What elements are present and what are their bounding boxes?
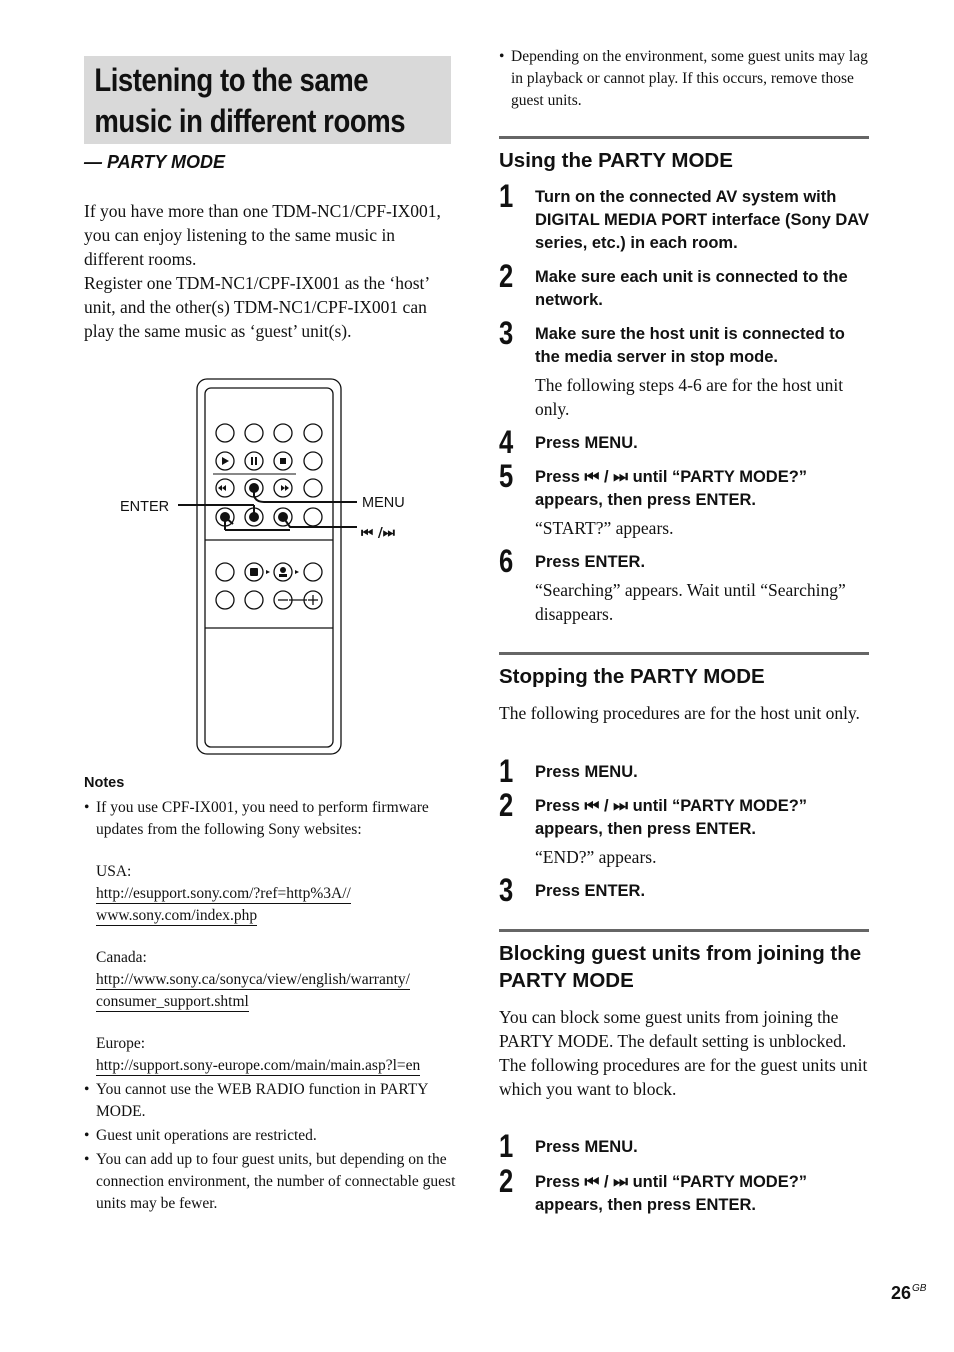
step-text: Press ⏮ / ⏭ until “PARTY MODE?” appears, then press ENTER.	[535, 468, 808, 509]
usa-label: USA:	[96, 863, 132, 880]
step-subtext: The following steps 4-6 are for the host unit only.	[535, 375, 844, 419]
canada-link-2[interactable]: consumer_support.shtml	[96, 993, 249, 1010]
section-stopping	[499, 652, 869, 690]
step-number: 2	[499, 1163, 514, 1199]
canada-link[interactable]: http://www.sony.ca/sonyca/view/english/warranty/	[96, 971, 410, 988]
note-item-lag: • Depending on the environment, some guest units may lag in playback or cannot play. If this occurs, remove those guest units.	[499, 46, 869, 112]
step-text: Press ENTER.	[535, 553, 646, 571]
step-text: Press ⏮ / ⏭ until “PARTY MODE?” appears, then press ENTER.	[535, 797, 808, 838]
step-number: 2	[499, 787, 514, 823]
label-menu: MENU	[362, 495, 405, 511]
step-number: 1	[499, 753, 514, 789]
title-line-2: music in different rooms	[94, 103, 406, 139]
section-heading-using: Using the PARTY MODE	[499, 149, 733, 172]
using-step-5	[499, 458, 871, 540]
canada-label: Canada:	[96, 949, 147, 966]
stopping-intro	[499, 701, 869, 725]
note-text: If you use CPF-IX001, you need to perform firmware updates from the following Sony websites:	[96, 799, 429, 838]
blocking-step-2	[499, 1163, 871, 1217]
intro-paragraph-1: If you have more than one TDM-NC1/CPF-IX001, you can enjoy listening to the same music in different rooms.	[84, 201, 441, 269]
step-subtext: “START?” appears.	[535, 518, 674, 538]
page-number	[891, 1283, 926, 1304]
usa-link-2[interactable]: www.sony.com/index.php	[96, 907, 258, 924]
step-number: 3	[499, 315, 514, 351]
note-item-restricted: • Guest unit operations are restricted.	[84, 1125, 456, 1147]
label-skip: ⏮ /⏭	[361, 525, 395, 541]
section-heading-stopping: Stopping the PARTY MODE	[499, 665, 765, 688]
step-number: 5	[499, 458, 514, 494]
using-step-6	[499, 543, 871, 626]
step-text: Turn on the connected AV system with DIGITAL MEDIA PORT interface (Sony DAV series, etc.) in each room.	[535, 188, 870, 252]
step-text: Press MENU.	[535, 1138, 638, 1156]
step-text: Press ENTER.	[535, 882, 646, 900]
step-text: Make sure the host unit is connected to the media server in stop mode.	[535, 325, 845, 366]
note-item-guest-count: • You can add up to four guest units, but depending on the connection environment, the number of connectable guest units may be fewer.	[84, 1149, 456, 1215]
europe-link[interactable]: http://support.sony-europe.com/main/main.asp?l=en	[96, 1057, 421, 1074]
stopping-step-1	[499, 753, 871, 789]
title-line-1: Listening to the same	[94, 62, 369, 98]
note-item-firmware	[84, 797, 456, 1077]
using-step-2	[499, 258, 871, 312]
step-number: 6	[499, 543, 514, 579]
step-text: Make sure each unit is connected to the network.	[535, 268, 848, 309]
blocking-step-1	[499, 1128, 871, 1164]
page-title	[84, 56, 456, 142]
step-number: 4	[499, 424, 514, 460]
label-enter: ENTER	[120, 499, 170, 515]
remote-control-figure	[110, 376, 440, 758]
pause-button-icon	[245, 452, 263, 470]
step-text: Press MENU.	[535, 434, 638, 452]
notes-heading: Notes	[84, 775, 125, 791]
right-note	[499, 46, 869, 114]
step-number: 1	[499, 1128, 514, 1164]
notes-list	[84, 797, 456, 1217]
step-subtext: “Searching” appears. Wait until “Searching” disappears.	[535, 580, 846, 624]
step-number: 1	[499, 178, 514, 214]
section-heading-blocking: Blocking guest units from joining the PARTY MODE	[499, 942, 862, 992]
usa-link[interactable]: http://esupport.sony.com/?ref=http%3A//	[96, 885, 351, 902]
stopping-intro-text: The following procedures are for the host unit only.	[499, 703, 860, 723]
stopping-step-3	[499, 872, 871, 908]
section-using	[499, 136, 869, 174]
step-number: 3	[499, 872, 514, 908]
page-suffix: GB	[912, 1283, 927, 1294]
blocking-intro-2: The following procedures are for the guest units unit which you want to block.	[499, 1055, 868, 1099]
title-box	[84, 56, 451, 144]
step-text: Press MENU.	[535, 763, 638, 781]
intro	[84, 199, 444, 343]
page-number-value: 26	[891, 1283, 912, 1303]
subtitle: — PARTY MODE	[84, 152, 226, 172]
note-item-web-radio: • You cannot use the WEB RADIO function in PARTY MODE.	[84, 1079, 456, 1123]
step-number: 2	[499, 258, 514, 294]
step-text: Press ⏮ / ⏭ until “PARTY MODE?” appears, then press ENTER.	[535, 1173, 808, 1214]
step-subtext: “END?” appears.	[535, 847, 657, 867]
stopping-step-2	[499, 787, 871, 869]
intro-paragraph-2: Register one TDM-NC1/CPF-IX001 as the ‘host’ unit, and the other(s) TDM-NC1/CPF-IX001 can play the same music as ‘guest’ unit(s).	[84, 273, 429, 341]
using-step-4	[499, 424, 871, 460]
using-step-1	[499, 178, 871, 255]
blocking-intro	[499, 1005, 869, 1101]
using-step-3	[499, 315, 871, 421]
section-blocking	[499, 929, 869, 994]
blocking-intro-1: You can block some guest units from joining the PARTY MODE. The default setting is unblocked.	[499, 1007, 847, 1051]
europe-label: Europe:	[96, 1035, 146, 1052]
